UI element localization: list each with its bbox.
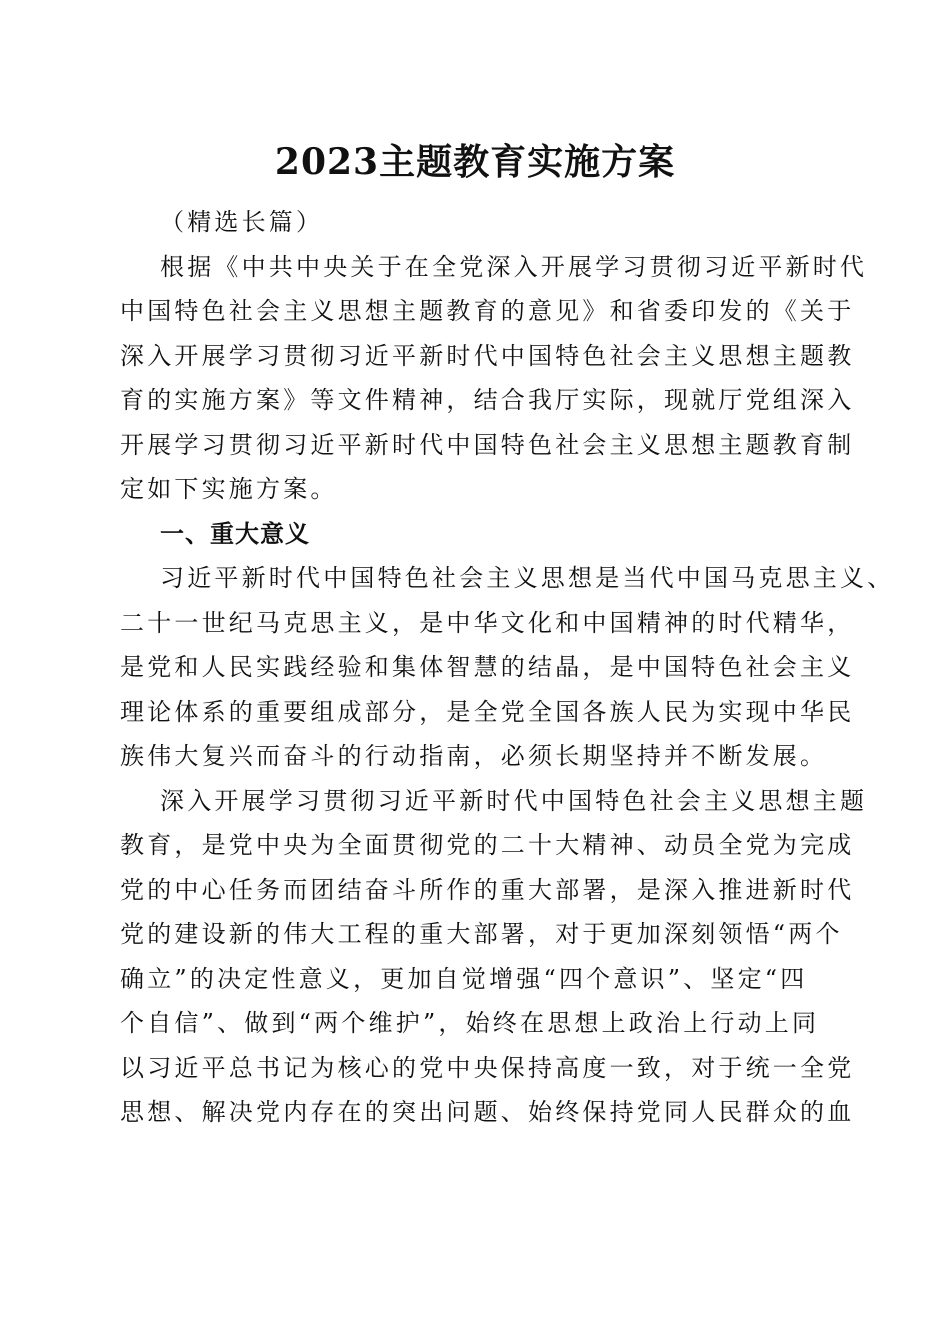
paragraph-line: 开展学习贯彻习近平新时代中国特色社会主义思想主题教育制 bbox=[120, 430, 855, 459]
paragraph-line: 理论体系的重要组成部分，是全党全国各族人民为实现中华民 bbox=[120, 697, 855, 726]
paragraph-line: 教育，是党中央为全面贯彻党的二十大精神、动员全党为完成 bbox=[120, 831, 855, 859]
paragraph-line: 是党和人民实践经验和集体智慧的结晶，是中国特色社会主义 bbox=[120, 653, 855, 681]
paragraph-line: 根据《中共中央关于在全党深入开展学习贯彻习近平新时代 bbox=[160, 252, 868, 281]
subtitle-line: （精选长篇） bbox=[160, 208, 324, 236]
paragraph-line: 党的中心任务而团结奋斗所作的重大部署，是深入推进新时代 bbox=[120, 875, 855, 904]
document-body bbox=[120, 200, 895, 1135]
paragraph-line: 思想、解决党内存在的突出问题、始终保持党同人民群众的血 bbox=[120, 1098, 855, 1126]
paragraph-line: 党的建设新的伟大工程的重大部署，对于更加深刻领悟“两个 bbox=[120, 920, 843, 948]
paragraph-line: 以习近平总书记为核心的党中央保持高度一致，对于统一全党 bbox=[120, 1053, 855, 1082]
paragraph-line: 定如下实施方案。 bbox=[120, 475, 338, 503]
paragraph-line: 深入开展学习贯彻习近平新时代中国特色社会主义思想主题 bbox=[160, 786, 868, 815]
paragraph-line: 族伟大复兴而奋斗的行动指南，必须长期坚持并不断发展。 bbox=[120, 742, 828, 770]
paragraph-line: 中国特色社会主义思想主题教育的意见》和省委印发的《关于 bbox=[120, 297, 855, 325]
paragraph-line: 育的实施方案》等文件精神，结合我厅实际，现就厅党组深入 bbox=[120, 386, 855, 414]
paragraph-line: 深入开展学习贯彻习近平新时代中国特色社会主义思想主题教 bbox=[120, 341, 855, 370]
section-heading: 一、重大意义 bbox=[160, 518, 310, 548]
paragraph-line: 二十一世纪马克思主义，是中华文化和中国精神的时代精华， bbox=[120, 608, 855, 637]
paragraph-line: 习近平新时代中国特色社会主义思想是当代中国马克思主义、 bbox=[160, 564, 895, 592]
document-title: 2023主题教育实施方案 bbox=[274, 141, 676, 183]
paragraph-line: 个自信”、做到“两个维护”，始终在思想上政治上行动上同 bbox=[120, 1009, 820, 1037]
paragraph-line: 确立”的决定性意义，更加自觉增强“四个意识”、坚定“四 bbox=[120, 964, 808, 993]
